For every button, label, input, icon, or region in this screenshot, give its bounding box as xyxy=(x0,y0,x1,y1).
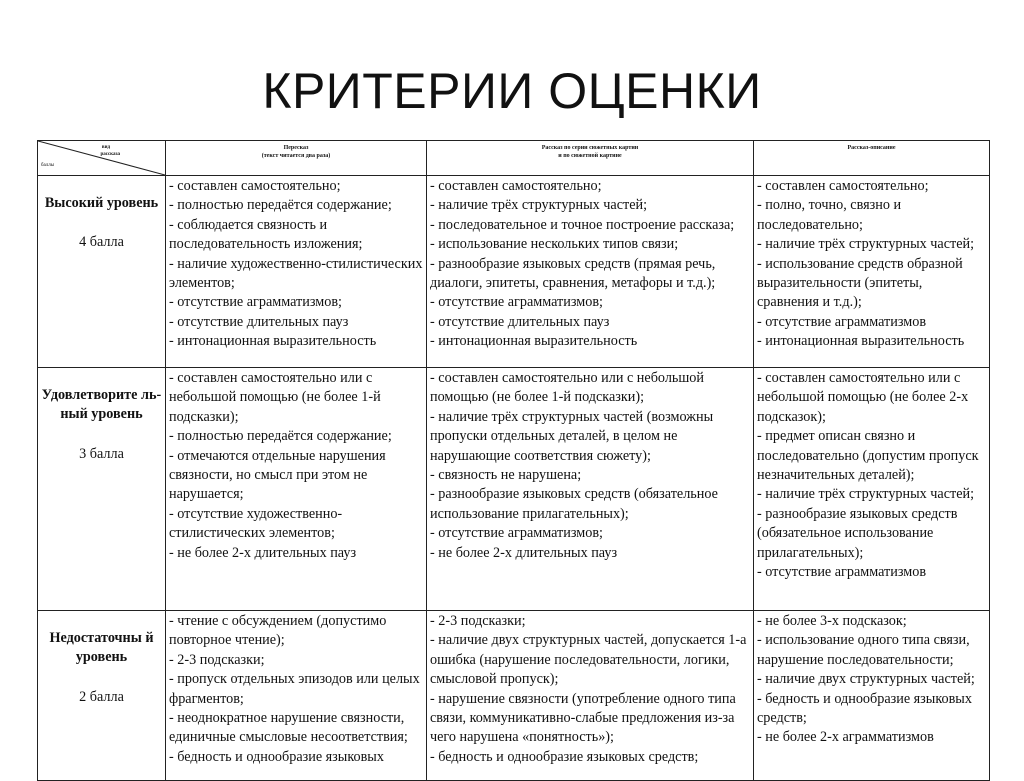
criterion-item: - использование одного типа связи, нарушение последовательности; xyxy=(757,632,970,668)
criteria-cell-col3 xyxy=(754,368,990,611)
criterion-item: - наличие трёх структурных частей (возможны пропуски отдельных деталей, в целом не нарушающие соответствия сюжету); xyxy=(430,408,714,464)
corner-header-cell xyxy=(38,141,166,176)
criterion-item: - отмечаются отдельные нарушения связности, но смысл при этом не нарушается; xyxy=(169,447,386,503)
corner-top-label: вид xyxy=(101,145,110,150)
criterion-item: - бедность и однообразие языковых средств; xyxy=(430,748,699,765)
criterion-item: - соблюдается связность и последовательность изложения; xyxy=(169,216,363,253)
criterion-item: - 2-3 подсказки; xyxy=(169,651,265,668)
criterion-item: - интонационная выразительность xyxy=(757,333,965,350)
level-points: 3 балла xyxy=(79,445,124,462)
criterion-item: - составлен самостоятельно; xyxy=(757,178,929,194)
criterion-item: - отсутствие длительных пауз xyxy=(169,313,349,330)
criteria-cell-col1 xyxy=(166,368,427,611)
level-cell xyxy=(38,176,166,368)
corner-bottom-label: баллы xyxy=(41,163,55,168)
criterion-item: - составлен самостоятельно или с небольшой помощью (не более 2-х подсказок); xyxy=(757,370,969,425)
level-name: Высокий уровень xyxy=(44,195,159,211)
criterion-item: - отсутствие аграмматизмов; xyxy=(430,294,603,311)
criterion-item: - составлен самостоятельно; xyxy=(430,178,602,194)
level-cell xyxy=(38,368,166,611)
criteria-cell-col3 xyxy=(754,611,990,781)
criterion-item: - использование средств образной выразительности (эпитеты, сравнения и т.д.); xyxy=(757,255,963,311)
criterion-item: - не более 2-х длительных пауз xyxy=(430,544,618,561)
table-row xyxy=(38,611,990,781)
slide-title: КРИТЕРИИ ОЦЕНКИ xyxy=(262,63,762,119)
criterion-item: - использование нескольких типов связи; xyxy=(430,236,679,253)
criterion-item: - наличие трёх структурных частей; xyxy=(757,236,975,253)
criterion-item: - интонационная выразительность xyxy=(430,333,638,350)
criteria-cell-col3 xyxy=(754,176,990,368)
level-name: Недостаточны й уровень xyxy=(49,630,154,666)
criterion-item: - неоднократное нарушение связности, единичные смысловые несоответствия; xyxy=(169,710,408,746)
criterion-item: - не более 3-х подсказок; xyxy=(757,613,907,629)
criterion-item: - бедность и однообразие языковых средств; xyxy=(757,690,972,727)
criterion-item: - пропуск отдельных эпизодов или целых фрагментов; xyxy=(169,671,420,707)
criterion-item: - полностью передаётся содержание; xyxy=(169,428,392,445)
header-picture-story: Рассказ по серии сюжетных картин и по сюжетной картине xyxy=(427,141,754,176)
criteria-table xyxy=(37,140,990,781)
criterion-item: - наличие трёх структурных частей; xyxy=(757,486,975,503)
criterion-item: - отсутствие аграмматизмов; xyxy=(430,525,603,542)
criterion-item: - составлен самостоятельно или с небольшой помощью (не более 1-й подсказки); xyxy=(169,370,381,425)
criterion-item: - последовательное и точное построение рассказа; xyxy=(430,216,735,233)
criterion-item: - составлен самостоятельно; xyxy=(169,178,341,194)
header-retelling: Пересказ (текст читается два раза) xyxy=(166,141,427,176)
criterion-item: - отсутствие аграмматизмов xyxy=(757,313,927,330)
criteria-cell-col1 xyxy=(166,176,427,368)
criterion-item: - нарушение связности (употребление одного типа связи, коммуникативно-слабые предложения из-за чего нарушена «понятность»); xyxy=(430,690,736,746)
criterion-item: - интонационная выразительность xyxy=(169,333,377,350)
table-row xyxy=(38,368,990,611)
level-cell xyxy=(38,611,166,781)
criterion-item: - предмет описан связно и последовательно (допустим пропуск незначительных деталей); xyxy=(757,428,979,484)
level-name: Удовлетворите ль-ный уровень xyxy=(41,387,162,423)
criterion-item: - не более 2-х длительных пауз xyxy=(169,544,357,561)
criterion-item: - не более 2-х аграмматизмов xyxy=(757,729,934,746)
criterion-item: - 2-3 подсказки; xyxy=(430,613,526,629)
table-row xyxy=(38,176,990,368)
criterion-item: - разнообразие языковых средств (прямая речь, диалоги, эпитеты, сравнения, метафоры и т.д.); xyxy=(430,255,716,292)
criterion-item: - разнообразие языковых средств (обязательное использование прилагательных); xyxy=(430,486,718,522)
criterion-item: - наличие трёх структурных частей; xyxy=(430,197,648,214)
criterion-item: - разнообразие языковых средств (обязательное использование прилагательных); xyxy=(757,505,958,561)
criterion-item: - связность не нарушена; xyxy=(430,467,582,484)
criterion-item: - полно, точно, связно и последовательно; xyxy=(757,197,902,233)
criterion-item: - чтение с обсуждением (допустимо повторное чтение); xyxy=(169,613,387,649)
criterion-item: - наличие художественно-стилистических элементов; xyxy=(169,255,423,292)
level-points: 2 балла xyxy=(79,688,124,705)
criterion-item: - составлен самостоятельно или с небольшой помощью (не более 1-й подсказки); xyxy=(430,370,704,406)
criterion-item: - полностью передаётся содержание; xyxy=(169,197,392,214)
header-description: Рассказ-описание xyxy=(754,141,990,176)
criterion-item: - наличие двух структурных частей, допускается 1-а ошибка (нарушение последовательности, логики, смысловой пропуск); xyxy=(430,632,747,688)
criterion-item: - отсутствие длительных пауз xyxy=(430,313,610,330)
criteria-cell-col2 xyxy=(427,368,754,611)
corner-mid-label: рассказа xyxy=(100,152,120,157)
level-points: 4 балла xyxy=(79,234,124,251)
criteria-cell-col2 xyxy=(427,176,754,368)
criterion-item: - отсутствие художественно-стилистических элементов; xyxy=(169,505,343,542)
criterion-item: - отсутствие аграмматизмов xyxy=(757,564,927,581)
criteria-cell-col1 xyxy=(166,611,427,781)
table-header-row xyxy=(38,141,990,176)
criterion-item: - бедность и однообразие языковых xyxy=(169,748,384,765)
criteria-cell-col2 xyxy=(427,611,754,781)
criterion-item: - наличие двух структурных частей; xyxy=(757,671,975,688)
criterion-item: - отсутствие аграмматизмов; xyxy=(169,294,342,311)
